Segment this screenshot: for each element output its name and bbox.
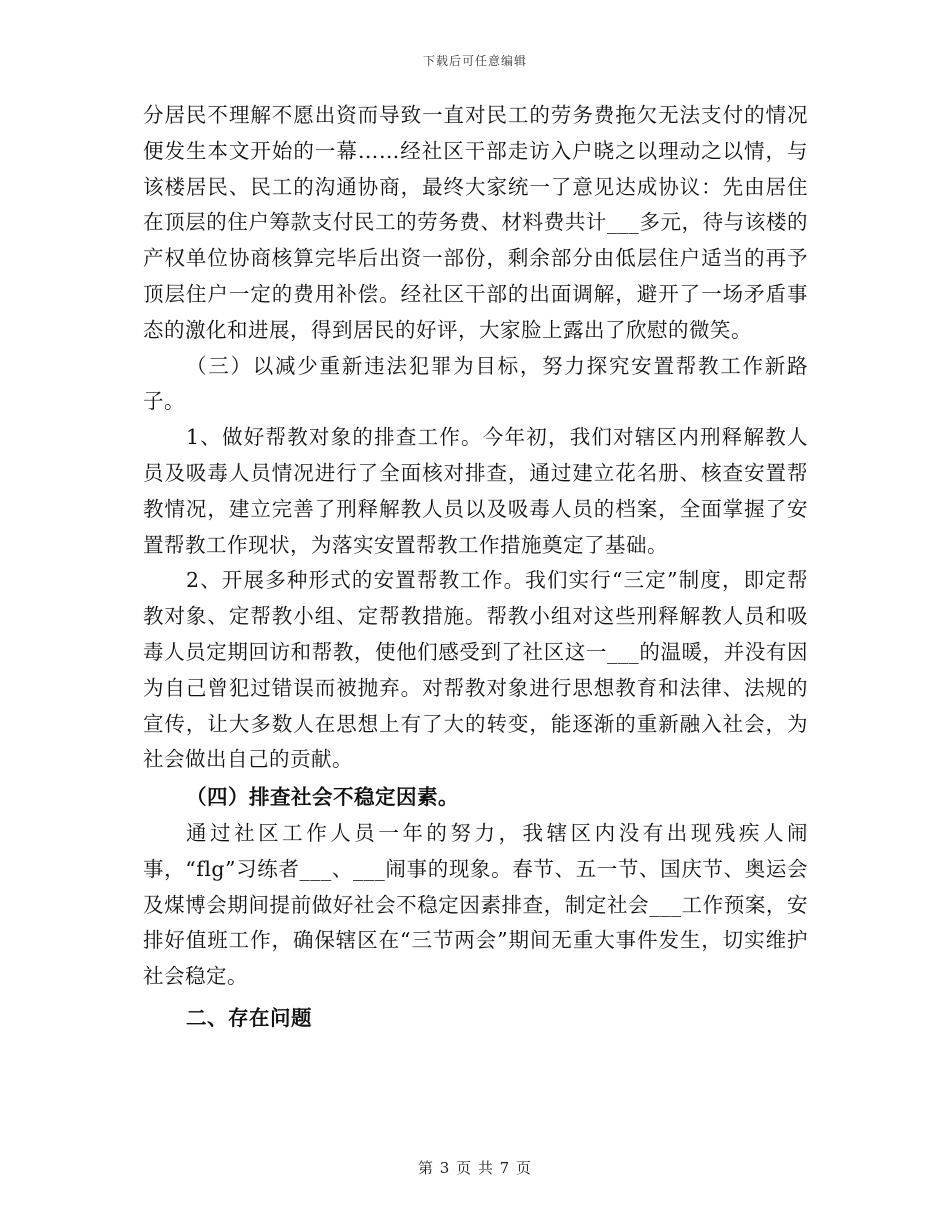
page-number-footer: 第 3 页 共 7 页 xyxy=(418,1159,532,1177)
document-body xyxy=(143,98,808,1037)
paragraph-item-2: 2、开展多种形式的安置帮教工作。我们实行“三定”制度，即定帮教对象、定帮教小组、定帮教措施。帮教小组对这些刑释解教人员和吸毒人员定期回访和帮教，使他们感受到了社区这一___的温暖，并没有因为自己曾犯过错误而被抛弃。对帮教对象进行思想教育和法律、法规的宣传，让大多数人在思想上有了大的转变，能逐渐的重新融入社会，为社会做出自己的贡献。 xyxy=(143,568,808,772)
subsection-heading-4: （四）排查社会不稳定因素。 xyxy=(186,785,459,810)
paragraph-stability: 通过社区工作人员一年的努力，我辖区内没有出现残疾人闹事，“flg”习练者___、___闹事的现象。春节、五一节、国庆节、奥运会及煤博会期间提前做好社会不稳定因素排查，制定社会___工作预案，安排好值班工作，确保辖区在“三节两会”期间无重大事件发生，切实维护社会稳定。 xyxy=(143,820,808,989)
section-heading-problems: 二、存在问题 xyxy=(186,1005,312,1030)
paragraph-item-1: 1、做好帮教对象的排查工作。今年初，我们对辖区内刑释解教人员及吸毒人员情况进行了全面核对排查，通过建立花名册、核查安置帮教情况，建立完善了刑释解教人员以及吸毒人员的档案，全面掌握了安置帮教工作现状，为落实安置帮教工作措施奠定了基础。 xyxy=(143,425,808,557)
page-header-note: 下载后可任意编辑 xyxy=(422,54,527,68)
subsection-heading-3: （三）以减少重新违法犯罪为目标，努力探究安置帮教工作新路子。 xyxy=(143,353,808,414)
paragraph-mediation-story: 分居民不理解不愿出资而导致一直对民工的劳务费拖欠无法支付的情况便发生本文开始的一幕……经社区干部走访入户晓之以理动之以情，与该楼居民、民工的沟通协商，最终大家统一了意见达成协议：先由居住在顶层的住户筹款支付民工的劳务费、材料费共计___多元，待与该楼的产权单位协商核算完毕后出资一部份，剩余部分由低层住户适当的再予顶层住户一定的费用补偿。经社区干部的出面调解，避开了一场矛盾事态的激化和进展，得到居民的好评，大家脸上露出了欣慰的微笑。 xyxy=(143,103,808,342)
